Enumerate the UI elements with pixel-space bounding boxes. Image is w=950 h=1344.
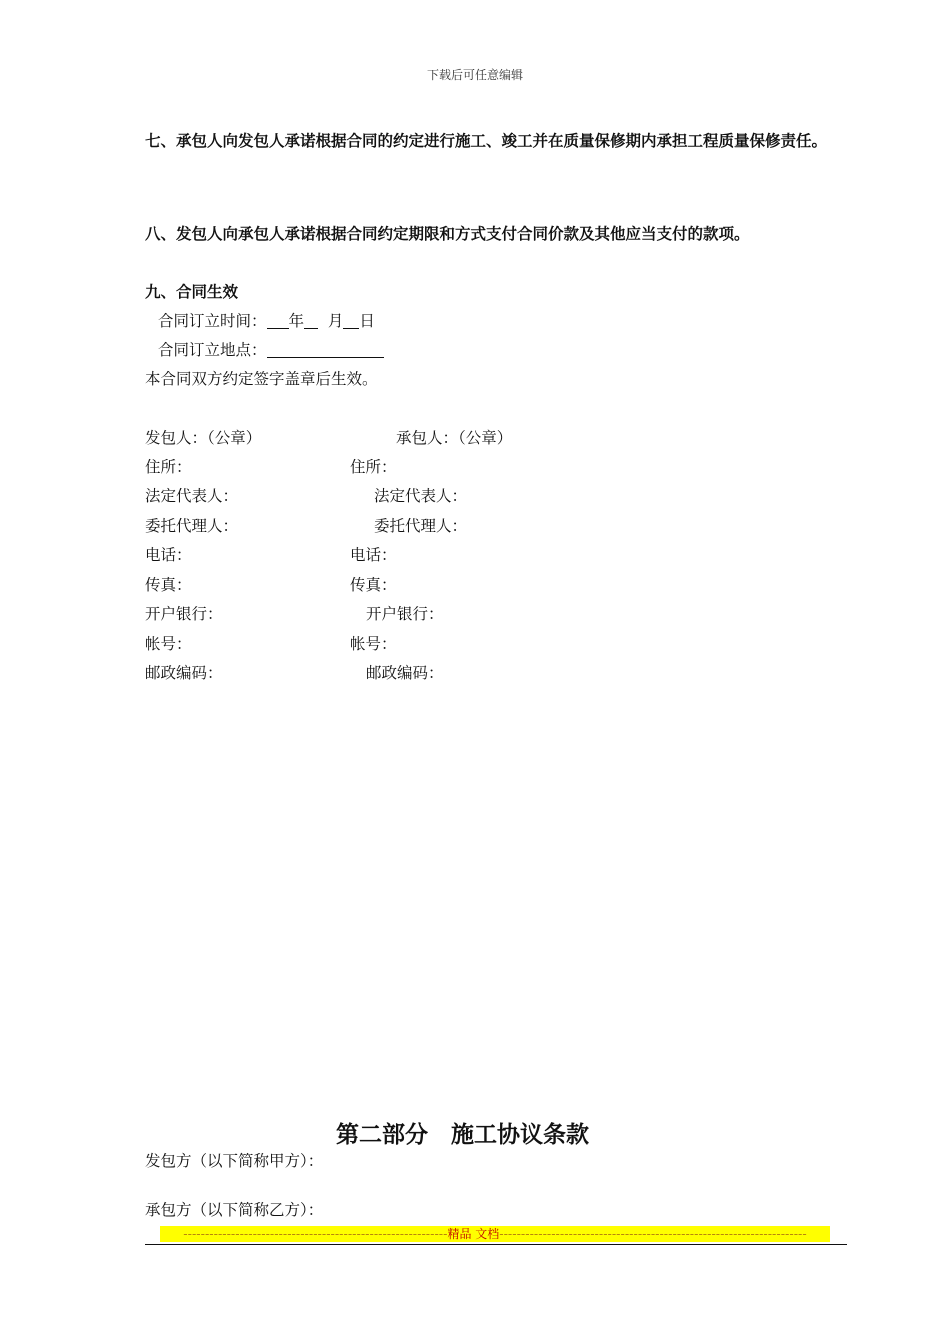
employer-bank: 开户银行： — [145, 605, 223, 623]
place-blank — [267, 341, 384, 358]
clause-9-title: 九、合同生效 — [145, 283, 239, 301]
footer-dashes-right: ----------------------------------------------------------------------- — [499, 1227, 807, 1241]
contract-place-label: 合同订立地点： — [158, 341, 267, 359]
employer-address: 住所： — [145, 458, 192, 476]
page-header: 下载后可任意编辑 — [426, 68, 523, 82]
employer-legal-rep: 法定代表人： — [145, 487, 239, 505]
contract-place-line — [158, 338, 384, 360]
part-two-title: 第二部分 施工协议条款 — [336, 1122, 589, 1148]
employer-account: 帐号： — [145, 635, 192, 653]
effect-note: 本合同双方约定签字盖章后生效。 — [145, 370, 378, 388]
contractor-bank: 开户银行： — [366, 605, 444, 623]
footer-dashes-left: ------------------------------------------------------------- — [183, 1227, 448, 1241]
month-blank — [304, 312, 318, 329]
contractor-name: 承包人：（公章） — [396, 429, 513, 447]
day-blank — [343, 312, 359, 329]
contractor-account: 帐号： — [350, 635, 397, 653]
employer-name: 发包人：（公章） — [145, 429, 262, 447]
year-blank — [267, 312, 289, 329]
contractor-address: 住所： — [350, 458, 397, 476]
contractor-phone: 电话： — [350, 546, 397, 564]
month-label: 月 — [327, 312, 344, 330]
contract-date-label: 合同订立时间： — [158, 312, 267, 330]
party-b-line: 承包方（以下简称乙方）： — [145, 1201, 324, 1219]
footer-label: 精品 文档 — [447, 1227, 500, 1241]
footer-banner — [160, 1226, 830, 1242]
contractor-agent: 委托代理人： — [374, 517, 468, 535]
contractor-fax: 传真： — [350, 576, 397, 594]
year-label: 年 — [288, 312, 305, 330]
day-label: 日 — [359, 312, 375, 330]
clause-8: 八、发包人向承包人承诺根据合同约定期限和方式支付合同价款及其他应当支付的款项。 — [145, 225, 750, 243]
party-a-line: 发包方（以下简称甲方）： — [145, 1152, 324, 1170]
contractor-legal-rep: 法定代表人： — [374, 487, 468, 505]
contractor-postcode: 邮政编码： — [366, 664, 444, 682]
footer-rule — [145, 1244, 847, 1245]
contract-date-line — [158, 309, 375, 331]
employer-agent: 委托代理人： — [145, 517, 239, 535]
employer-fax: 传真： — [145, 576, 192, 594]
employer-postcode: 邮政编码： — [145, 664, 223, 682]
employer-phone: 电话： — [145, 546, 192, 564]
clause-7: 七、承包人向发包人承诺根据合同的约定进行施工、竣工并在质量保修期内承担工程质量保修责任。 — [145, 132, 828, 150]
